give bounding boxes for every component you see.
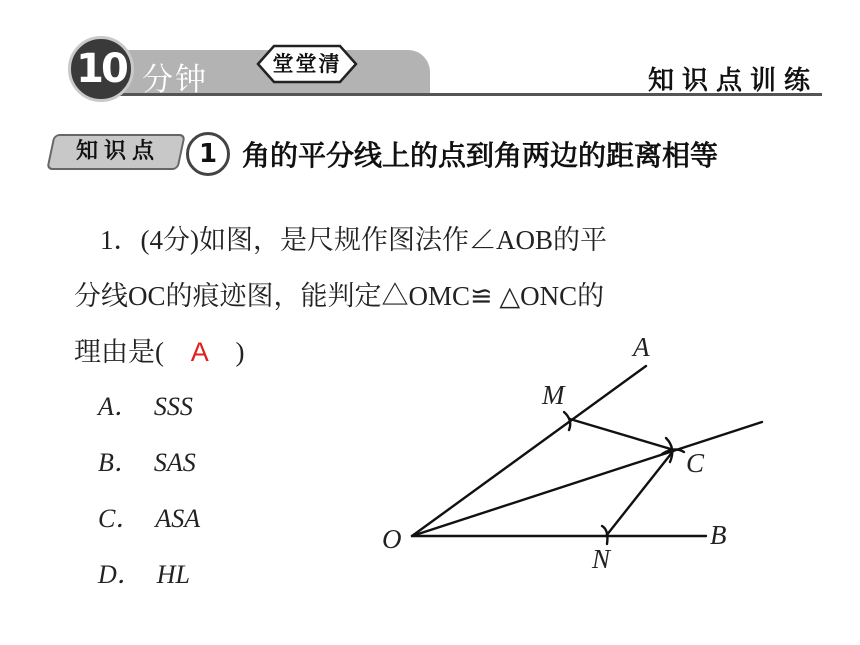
label-b: B: [710, 520, 727, 550]
label-c: C: [686, 448, 705, 478]
knowledge-point-number: 1: [186, 132, 230, 176]
question-line-3-prefix: 理由是(: [74, 337, 164, 367]
option-a[interactable]: [98, 386, 193, 423]
option-c[interactable]: [98, 498, 200, 535]
option-d[interactable]: [98, 554, 190, 591]
option-letter: B．: [98, 448, 140, 477]
question-line-2: 分线OC的痕迹图，能判定△OMC≌ △ONC的: [74, 281, 605, 311]
question-line-3-suffix: ): [235, 337, 245, 367]
question-line-1: 1．(4分)如图，是尺规作图法作∠AOB的平: [100, 225, 607, 255]
label-n: N: [592, 544, 611, 574]
question-line-3: [74, 330, 245, 369]
option-letter: A．: [98, 392, 140, 421]
option-text: SSS: [153, 392, 193, 421]
segment-mc: [570, 419, 674, 450]
header-banner: [0, 0, 860, 110]
arc-mark-m: [564, 412, 570, 430]
label-o: O: [382, 524, 402, 554]
knowledge-point-title: 角的平分线上的点到角两边的距离相等: [242, 139, 719, 172]
option-b[interactable]: [98, 442, 196, 479]
answer-mark: A: [190, 337, 209, 367]
section-title: 知识点训练: [647, 66, 818, 96]
ray-oc: [412, 422, 762, 536]
label-a: A: [633, 332, 650, 362]
label-m: M: [542, 380, 565, 410]
option-letter: C．: [98, 504, 142, 533]
option-text: SAS: [153, 448, 196, 477]
geometry-diagram: [370, 330, 790, 590]
minutes-badge: 10: [68, 36, 134, 102]
diamond-text: 堂堂清: [272, 52, 342, 76]
knowledge-point-tag: 知识点: [75, 139, 160, 164]
option-letter: D．: [98, 560, 143, 589]
ray-oa: [412, 366, 646, 536]
minute-label: 分钟: [142, 62, 208, 98]
option-text: ASA: [155, 504, 201, 533]
option-text: HL: [156, 560, 191, 589]
angle-bisector-figure: [370, 330, 790, 590]
diamond-label: [244, 44, 370, 84]
